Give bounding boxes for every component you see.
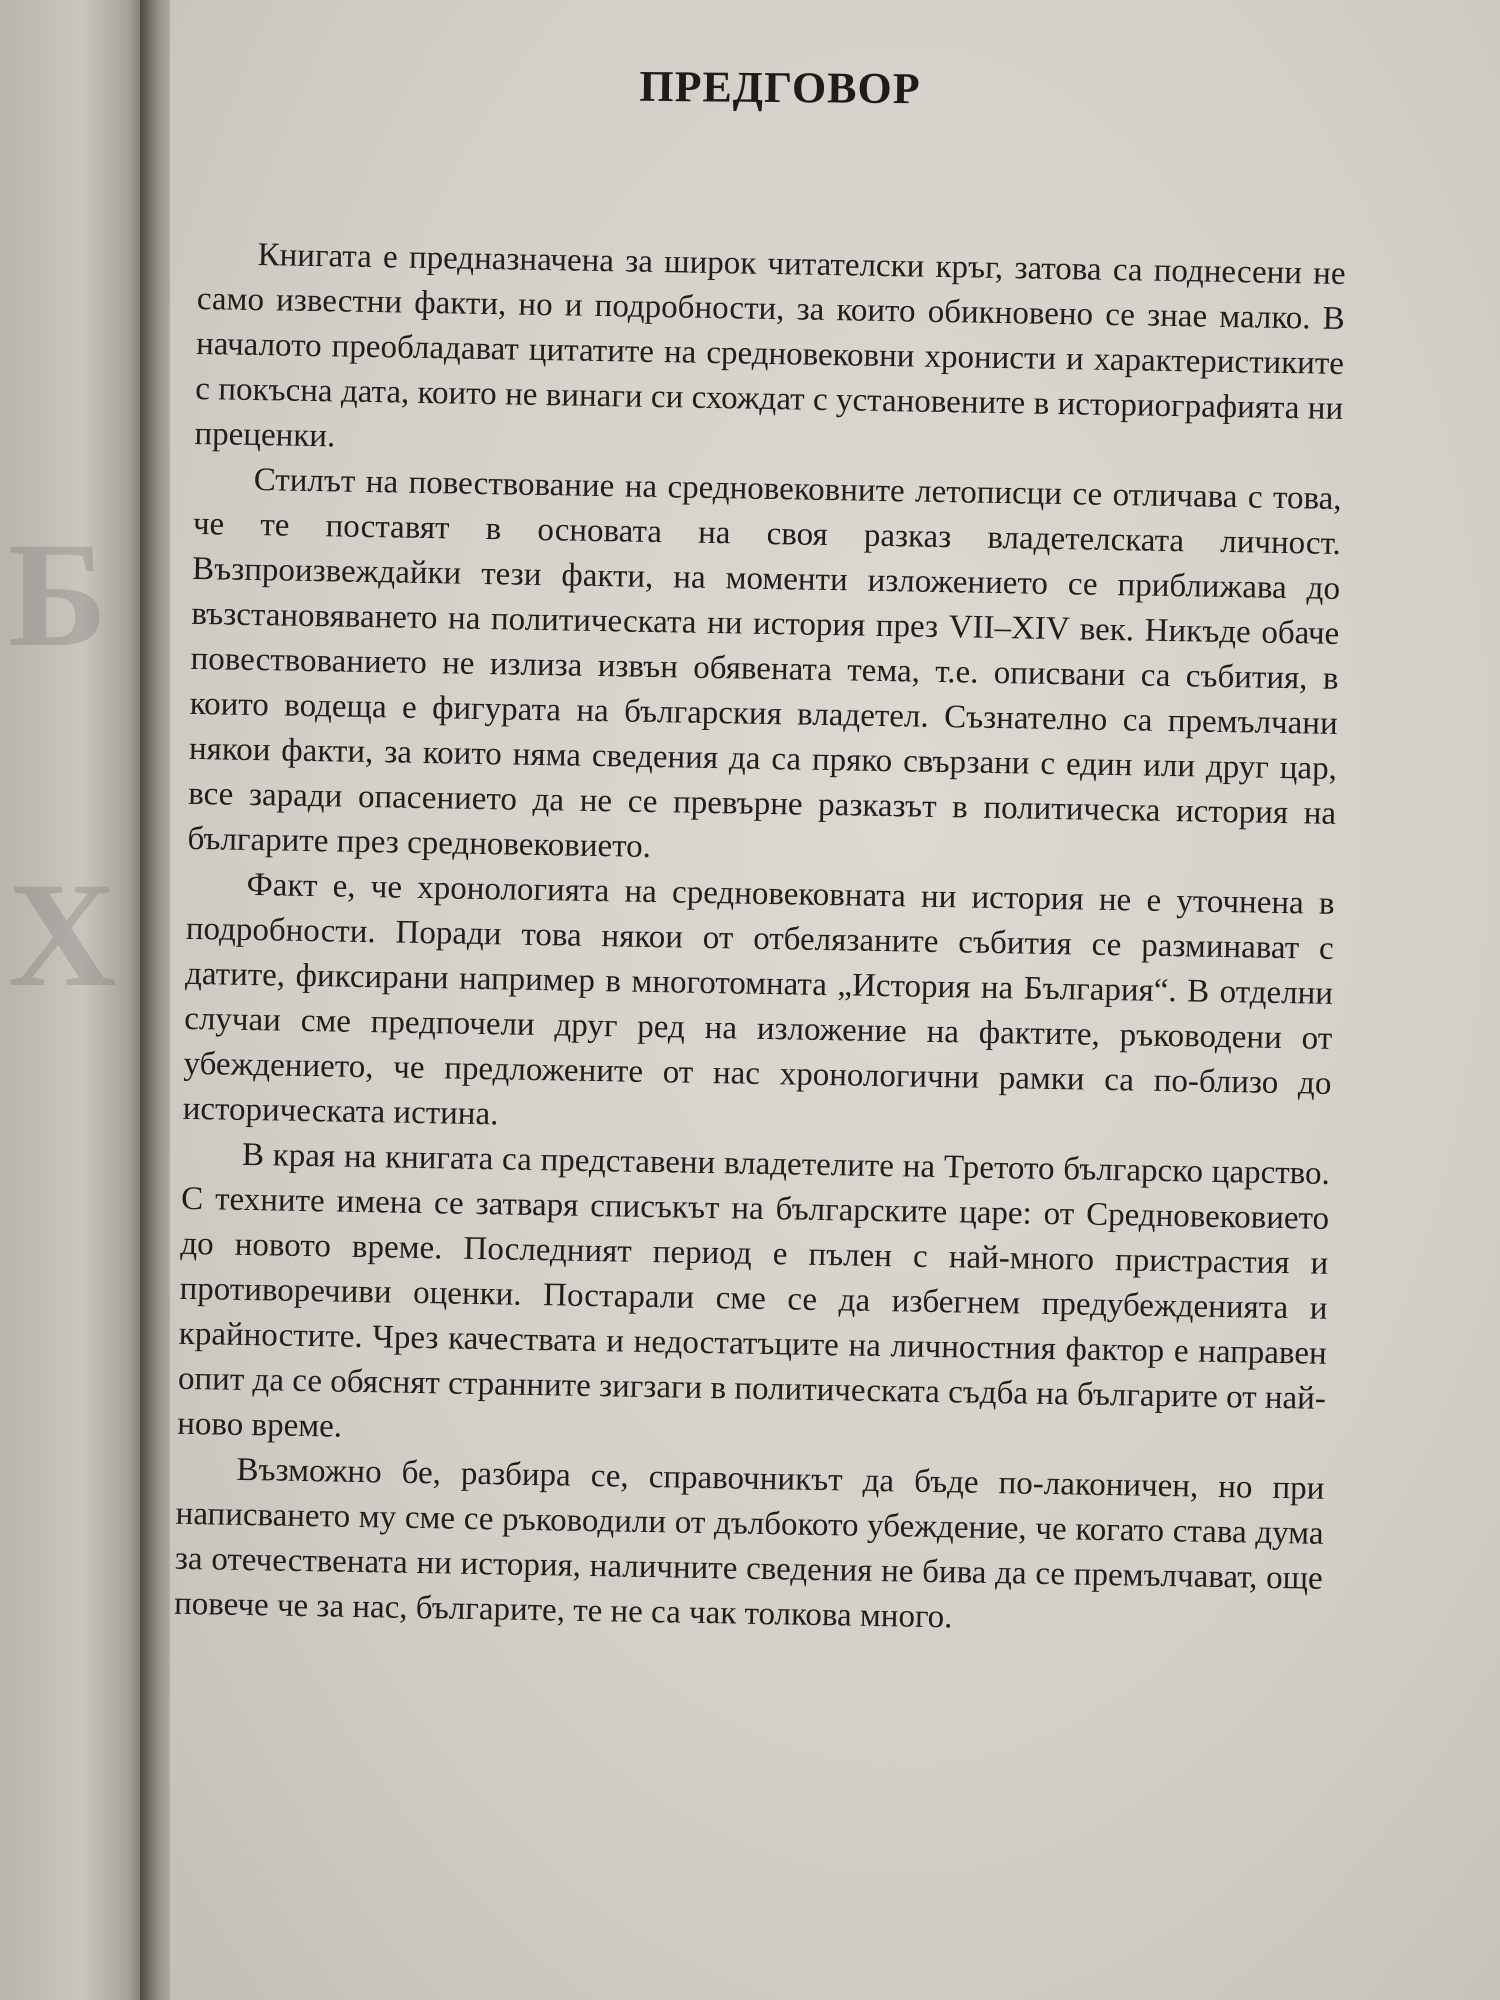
left-page: [0, 0, 150, 2000]
page-title: ПРЕДГОВОР: [639, 61, 921, 114]
body-text: [174, 232, 1346, 1647]
paragraph: Стилът на повествование на средновековните летописци се отличава с това, че те поставят в основата на своя разказ владетелската личност. Възпроизвеждайки тези факти, на моменти изложението се приближава до възстановяването на политическата ни история през VII–XIV век. Никъде обаче повествованието не излиза извън обявената тема, т.е. описвани са събития, в които водеща е фигурата на българския владетел. Съзнателно са премълчани някои факти, за които няма сведения да са пряко свързани с един или друг цар, все заради опасението да не се превърне разказът в политическа история на българите през средновековието.: [187, 461, 1342, 865]
paragraph: Факт е, че хронологията на средновековната ни история не е уточнена в подробности. Поради това някои от отбелязaните събития се разминават с датите, фиксирани например в многотомната „История на България“. В отделни случаи сме предпочели друг ред на изложение на фактите, ръководени от убеждението, че предложените от нас хронологични рамки са по-близо до историческата истина.: [182, 866, 1335, 1133]
paragraph: Книгата е предназначена за широк читателски кръг, затова са поднесени не само известни факти, но и подробности, за които обикновено се знае малко. В началото преобладават цитатите на средновековни хронисти и характеристиките с покъсна дата, които не винаги си схождат с установените в историографията ни преценки.: [194, 237, 1346, 455]
paragraph: Възможно бе, разбира се, справочникът да бъде по-лаконичен, но при написването му сме се ръководили от дълбокото убеждение, че когато става дума за отечествената ни история, наличните сведения не бива да се премълчават, още повече че за нас, българите, те не са чак толкова много.: [173, 1451, 1325, 1636]
bleed-through-mark: Б: [8, 512, 108, 678]
paragraph: В края на книгата са представени владетелите на Третото българско царство. С техните имена се затваря списъкът на българските царе: от Средновековието до новото време. Последният период е пълен с най-много пристрастия и противоречиви оценки. Постарали сме се да избегнем предубежденията и крайностите. Чрез качествата и недостатъците на личностния фактор е направен опит да се обяснят странните зигзаги в политическата съдба на българите от най-ново време.: [176, 1136, 1331, 1445]
bleed-through-mark: Х: [8, 852, 117, 1018]
